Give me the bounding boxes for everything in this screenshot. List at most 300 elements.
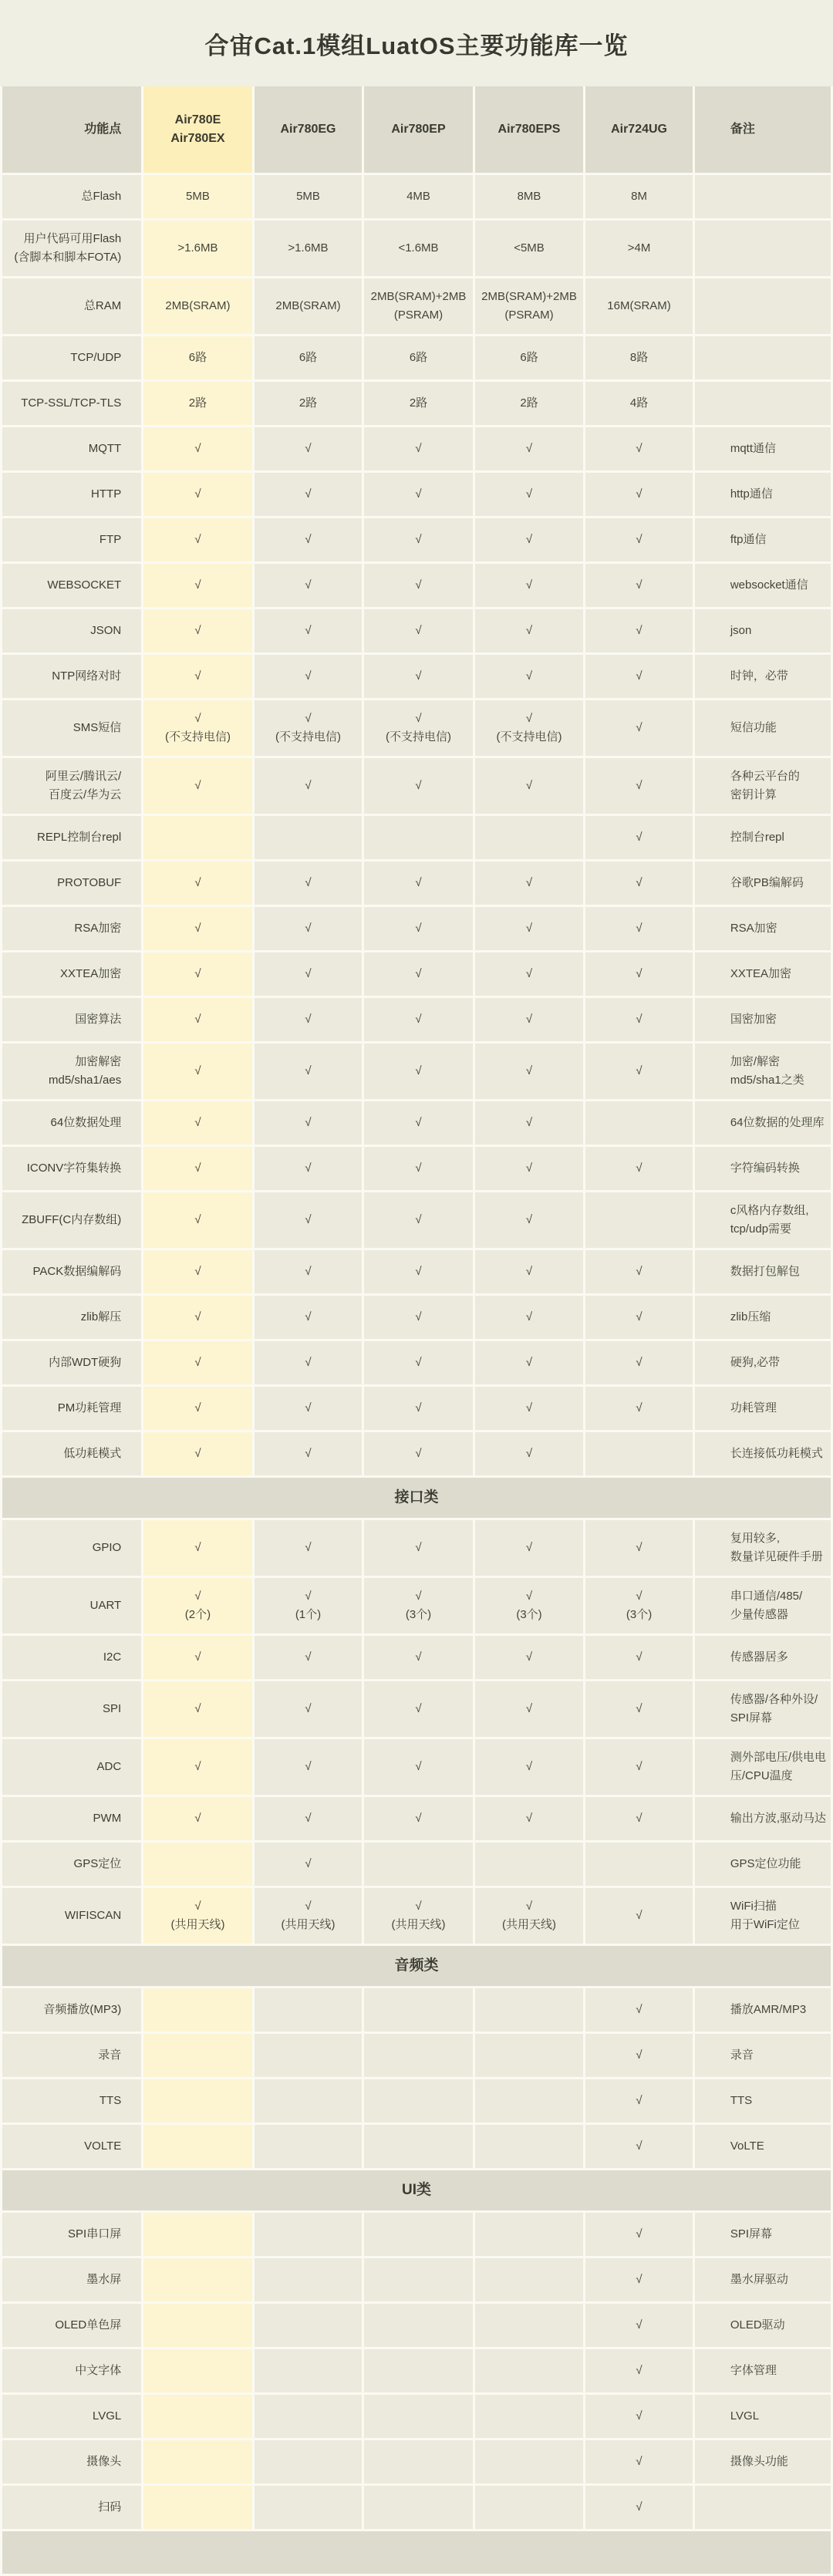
value-cell: √ (585, 2440, 693, 2483)
table-footer (2, 2531, 831, 2574)
value-cell: √ (585, 473, 693, 516)
page-title: 合宙Cat.1模组LuatOS主要功能库一览 (204, 32, 629, 59)
value-cell (364, 2304, 473, 2347)
feature-cell: ICONV字符集转换 (2, 1147, 141, 1190)
feature-cell: XXTEA加密 (2, 953, 141, 996)
remark-cell (695, 221, 831, 276)
value-cell: √ (364, 473, 473, 516)
value-cell (585, 1192, 693, 1248)
value-cell: √ (475, 1387, 584, 1430)
value-cell: √ (255, 1192, 363, 1248)
feature-cell: 内部WDT硬狗 (2, 1341, 141, 1384)
value-cell (255, 2486, 363, 2529)
feature-cell: PROTOBUF (2, 861, 141, 905)
value-cell: √ (585, 1387, 693, 1430)
remark-cell: 墨水屏驱动 (695, 2258, 831, 2301)
value-cell: √ (364, 1192, 473, 1248)
feature-cell: PWM (2, 1797, 141, 1840)
value-cell (255, 2213, 363, 2256)
value-cell: √ (475, 1341, 584, 1384)
value-cell (475, 2258, 584, 2301)
value-cell (364, 2034, 473, 2077)
remark-cell: GPS定位功能 (695, 1843, 831, 1886)
feature-cell: I2C (2, 1636, 141, 1679)
value-cell: √ (255, 518, 363, 561)
value-cell: √ (585, 2349, 693, 2392)
value-cell (585, 1432, 693, 1475)
feature-cell: PM功耗管理 (2, 1387, 141, 1430)
value-cell: √ (143, 1432, 252, 1475)
value-cell (143, 2486, 252, 2529)
value-cell: √ (585, 1341, 693, 1384)
value-cell: √ (143, 758, 252, 814)
value-cell (475, 1843, 584, 1886)
feature-cell: 64位数据处理 (2, 1101, 141, 1145)
feature-cell: 低功耗模式 (2, 1432, 141, 1475)
value-cell: √ (不支持电信) (143, 700, 252, 756)
value-cell: √ (255, 1520, 363, 1576)
feature-cell: SPI (2, 1681, 141, 1737)
value-cell (255, 2034, 363, 2077)
value-cell: √ (255, 1843, 363, 1886)
value-cell: √ (475, 609, 584, 652)
value-cell: √ (3个) (364, 1578, 473, 1634)
value-cell (255, 2258, 363, 2301)
feature-cell: 总Flash (2, 175, 141, 218)
value-cell (364, 1988, 473, 2031)
feature-cell: 墨水屏 (2, 2258, 141, 2301)
value-cell: √ (585, 427, 693, 470)
value-cell: √ (143, 1520, 252, 1576)
value-cell: √ (585, 1888, 693, 1944)
remark-cell: 硬狗,必带 (695, 1341, 831, 1384)
column-header-module: Air724UG (585, 86, 693, 173)
value-cell: √ (585, 609, 693, 652)
value-cell: √ (364, 1250, 473, 1293)
feature-cell: MQTT (2, 427, 141, 470)
feature-cell: 总RAM (2, 278, 141, 334)
value-cell (364, 2125, 473, 2168)
feature-cell: OLED单色屏 (2, 2304, 141, 2347)
value-cell: √ (475, 1192, 584, 1248)
feature-cell: WEBSOCKET (2, 564, 141, 607)
value-cell: √ (143, 1681, 252, 1737)
remark-cell: 64位数据的处理库 (695, 1101, 831, 1145)
value-cell: √ (255, 1147, 363, 1190)
value-cell: √ (585, 1147, 693, 1190)
remark-cell: OLED驱动 (695, 2304, 831, 2347)
feature-cell: 加密解密 md5/sha1/aes (2, 1044, 141, 1099)
value-cell: √ (143, 473, 252, 516)
value-cell: √ (585, 1250, 693, 1293)
value-cell (475, 2395, 584, 2438)
value-cell: √ (585, 1797, 693, 1840)
remark-cell: 控制台repl (695, 816, 831, 859)
value-cell (364, 2213, 473, 2256)
value-cell: √ (585, 907, 693, 950)
value-cell: √ (585, 2486, 693, 2529)
value-cell: √ (585, 953, 693, 996)
value-cell: √ (585, 998, 693, 1041)
value-cell: √ (585, 2079, 693, 2123)
value-cell: √ (143, 1341, 252, 1384)
value-cell: 4MB (364, 175, 473, 218)
title-bar (0, 0, 833, 86)
value-cell (255, 2125, 363, 2168)
remark-cell (695, 175, 831, 218)
value-cell: √ (475, 907, 584, 950)
feature-cell: VOLTE (2, 2125, 141, 2168)
value-cell (364, 816, 473, 859)
feature-cell: 录音 (2, 2034, 141, 2077)
value-cell: 2MB(SRAM) (255, 278, 363, 334)
value-cell: √ (585, 1044, 693, 1099)
column-header-module: Air780EG (255, 86, 363, 173)
value-cell: √ (255, 473, 363, 516)
value-cell: >1.6MB (143, 221, 252, 276)
value-cell (143, 2440, 252, 2483)
value-cell: √ (143, 998, 252, 1041)
remark-cell: 摄像头功能 (695, 2440, 831, 2483)
value-cell: √ (143, 861, 252, 905)
value-cell: √ (255, 998, 363, 1041)
value-cell: √ (143, 1296, 252, 1339)
feature-cell: SMS短信 (2, 700, 141, 756)
value-cell: √ (585, 2125, 693, 2168)
feature-cell: 国密算法 (2, 998, 141, 1041)
value-cell (143, 2079, 252, 2123)
value-cell: √ (585, 2034, 693, 2077)
value-cell: √ (364, 861, 473, 905)
feature-cell: 扫码 (2, 2486, 141, 2529)
value-cell: √ (255, 1101, 363, 1145)
remark-cell: c风格内存数组, tcp/udp需要 (695, 1192, 831, 1248)
feature-cell: TTS (2, 2079, 141, 2123)
value-cell: 2MB(SRAM) (143, 278, 252, 334)
value-cell (143, 816, 252, 859)
value-cell: √ (585, 1988, 693, 2031)
value-cell (255, 816, 363, 859)
feature-cell: FTP (2, 518, 141, 561)
value-cell: √ (364, 1432, 473, 1475)
feature-cell: SPI串口屏 (2, 2213, 141, 2256)
value-cell: √ (364, 1797, 473, 1840)
remark-cell: zlib压缩 (695, 1296, 831, 1339)
value-cell: √ (不支持电信) (364, 700, 473, 756)
value-cell: √ (143, 1387, 252, 1430)
value-cell: √ (255, 1432, 363, 1475)
value-cell (364, 2486, 473, 2529)
remark-cell: 输出方波,驱动马达 (695, 1797, 831, 1840)
value-cell (255, 2395, 363, 2438)
value-cell (143, 2304, 252, 2347)
feature-cell: ADC (2, 1739, 141, 1795)
value-cell: √ (1个) (255, 1578, 363, 1634)
feature-cell: 音频播放(MP3) (2, 1988, 141, 2031)
value-cell: √ (585, 564, 693, 607)
value-cell: √ (585, 758, 693, 814)
value-cell (475, 1988, 584, 2031)
feature-table (0, 86, 833, 2576)
value-cell: √ (475, 1681, 584, 1737)
value-cell: √ (585, 518, 693, 561)
remark-cell: 串口通信/485/ 少量传感器 (695, 1578, 831, 1634)
remark-cell (695, 278, 831, 334)
value-cell: <1.6MB (364, 221, 473, 276)
value-cell (364, 2440, 473, 2483)
value-cell: 2路 (475, 382, 584, 425)
value-cell: √ (143, 427, 252, 470)
remark-cell: 长连接低功耗模式 (695, 1432, 831, 1475)
feature-cell: PACK数据编解码 (2, 1250, 141, 1293)
value-cell: √ (475, 1250, 584, 1293)
feature-cell: TCP-SSL/TCP-TLS (2, 382, 141, 425)
value-cell: √ (585, 655, 693, 698)
remark-cell (695, 382, 831, 425)
value-cell (364, 1843, 473, 1886)
feature-cell: LVGL (2, 2395, 141, 2438)
value-cell: √ (585, 2258, 693, 2301)
value-cell: √ (不支持电信) (475, 700, 584, 756)
value-cell (364, 2349, 473, 2392)
remark-cell: 播放AMR/MP3 (695, 1988, 831, 2031)
value-cell: 6路 (255, 336, 363, 379)
value-cell (143, 2349, 252, 2392)
value-cell: √ (585, 1739, 693, 1795)
value-cell: √ (255, 1681, 363, 1737)
value-cell: √ (255, 1341, 363, 1384)
value-cell: √ (475, 1520, 584, 1576)
value-cell (475, 2213, 584, 2256)
value-cell (475, 2125, 584, 2168)
remark-cell: 测外部电压/供电电 压/CPU温度 (695, 1739, 831, 1795)
value-cell (475, 2486, 584, 2529)
value-cell: 6路 (475, 336, 584, 379)
column-header-feature: 功能点 (2, 86, 141, 173)
remark-cell (695, 2486, 831, 2529)
remark-cell: 录音 (695, 2034, 831, 2077)
value-cell: 2MB(SRAM)+2MB (PSRAM) (475, 278, 584, 334)
value-cell (364, 2395, 473, 2438)
value-cell: √ (364, 518, 473, 561)
remark-cell: ftp通信 (695, 518, 831, 561)
remark-cell: RSA加密 (695, 907, 831, 950)
feature-cell: 摄像头 (2, 2440, 141, 2483)
value-cell: √ (143, 1192, 252, 1248)
value-cell (585, 1843, 693, 1886)
value-cell (255, 2304, 363, 2347)
value-cell: √ (共用天线) (475, 1888, 584, 1944)
feature-cell: ZBUFF(C内存数组) (2, 1192, 141, 1248)
value-cell: √ (255, 861, 363, 905)
value-cell: √ (255, 564, 363, 607)
value-cell: √ (143, 1044, 252, 1099)
value-cell: √ (475, 564, 584, 607)
value-cell: √ (475, 1044, 584, 1099)
value-cell: √ (143, 1250, 252, 1293)
value-cell: √ (2个) (143, 1578, 252, 1634)
value-cell: √ (475, 861, 584, 905)
value-cell (475, 2349, 584, 2392)
value-cell: √ (364, 609, 473, 652)
remark-cell: 传感器居多 (695, 1636, 831, 1679)
value-cell: √ (364, 1296, 473, 1339)
value-cell: √ (364, 1044, 473, 1099)
value-cell (364, 2258, 473, 2301)
value-cell: √ (3个) (475, 1578, 584, 1634)
value-cell: √ (475, 758, 584, 814)
value-cell: 2MB(SRAM)+2MB (PSRAM) (364, 278, 473, 334)
value-cell (143, 2213, 252, 2256)
value-cell (364, 2079, 473, 2123)
value-cell: 2路 (143, 382, 252, 425)
value-cell (143, 2034, 252, 2077)
value-cell: √ (143, 655, 252, 698)
remark-cell: 短信功能 (695, 700, 831, 756)
value-cell: √ (475, 1147, 584, 1190)
value-cell: √ (143, 907, 252, 950)
feature-cell: zlib解压 (2, 1296, 141, 1339)
remark-cell: http通信 (695, 473, 831, 516)
remark-cell: 复用较多, 数量详见硬件手册 (695, 1520, 831, 1576)
feature-cell: 中文字体 (2, 2349, 141, 2392)
value-cell: √ (585, 1681, 693, 1737)
value-cell: √ (255, 609, 363, 652)
column-header-remark: 备注 (695, 86, 831, 173)
value-cell: 5MB (143, 175, 252, 218)
value-cell: √ (364, 1681, 473, 1737)
feature-cell: RSA加密 (2, 907, 141, 950)
value-cell (475, 2034, 584, 2077)
column-header-module: Air780EPS (475, 86, 584, 173)
remark-cell: LVGL (695, 2395, 831, 2438)
value-cell: 2路 (364, 382, 473, 425)
remark-cell (695, 336, 831, 379)
value-cell: √ (364, 1101, 473, 1145)
value-cell: √ (255, 907, 363, 950)
value-cell (255, 2349, 363, 2392)
value-cell: √ (3个) (585, 1578, 693, 1634)
value-cell: √ (585, 861, 693, 905)
remark-cell: XXTEA加密 (695, 953, 831, 996)
value-cell: √ (364, 655, 473, 698)
value-cell: √ (364, 427, 473, 470)
column-header-module: Air780EP (364, 86, 473, 173)
feature-cell: UART (2, 1578, 141, 1634)
remark-cell: 国密加密 (695, 998, 831, 1041)
value-cell (143, 1843, 252, 1886)
feature-cell: HTTP (2, 473, 141, 516)
feature-cell: WIFISCAN (2, 1888, 141, 1944)
remark-cell: 时钟，必带 (695, 655, 831, 698)
value-cell: √ (364, 758, 473, 814)
feature-cell: 用户代码可用Flash (含脚本和脚本FOTA) (2, 221, 141, 276)
value-cell: √ (255, 1296, 363, 1339)
remark-cell: 字符编码转换 (695, 1147, 831, 1190)
section-header: 接口类 (2, 1478, 831, 1518)
value-cell: √ (255, 1636, 363, 1679)
value-cell: √ (364, 953, 473, 996)
remark-cell: 传感器/各种外设/ SPI屏幕 (695, 1681, 831, 1737)
value-cell (475, 2079, 584, 2123)
value-cell: √ (585, 816, 693, 859)
value-cell: <5MB (475, 221, 584, 276)
value-cell: √ (255, 655, 363, 698)
value-cell: √ (585, 2395, 693, 2438)
value-cell (255, 1988, 363, 2031)
value-cell: √ (585, 1296, 693, 1339)
value-cell: √ (364, 1387, 473, 1430)
value-cell: √ (143, 564, 252, 607)
feature-cell: NTP网络对时 (2, 655, 141, 698)
value-cell: √ (143, 1739, 252, 1795)
value-cell: √ (364, 998, 473, 1041)
value-cell (475, 2440, 584, 2483)
remark-cell: mqtt通信 (695, 427, 831, 470)
value-cell: √ (共用天线) (364, 1888, 473, 1944)
value-cell: √ (475, 1739, 584, 1795)
feature-cell: REPL控制台repl (2, 816, 141, 859)
value-cell: 4路 (585, 382, 693, 425)
value-cell: √ (364, 1147, 473, 1190)
value-cell: √ (364, 1520, 473, 1576)
value-cell: 6路 (364, 336, 473, 379)
value-cell: √ (585, 1520, 693, 1576)
value-cell (143, 2395, 252, 2438)
value-cell: √ (255, 1044, 363, 1099)
remark-cell: 字体管理 (695, 2349, 831, 2392)
value-cell: √ (不支持电信) (255, 700, 363, 756)
value-cell: √ (585, 700, 693, 756)
value-cell: >4M (585, 221, 693, 276)
value-cell (585, 1101, 693, 1145)
value-cell: √ (255, 1250, 363, 1293)
value-cell: 2路 (255, 382, 363, 425)
value-cell: √ (475, 1797, 584, 1840)
value-cell: √ (255, 1739, 363, 1795)
value-cell: 8M (585, 175, 693, 218)
value-cell: √ (255, 953, 363, 996)
value-cell: √ (364, 1341, 473, 1384)
value-cell: √ (143, 609, 252, 652)
remark-cell: TTS (695, 2079, 831, 2123)
value-cell: √ (364, 907, 473, 950)
feature-cell: GPS定位 (2, 1843, 141, 1886)
value-cell: √ (475, 1432, 584, 1475)
value-cell: √ (475, 1101, 584, 1145)
value-cell (143, 2258, 252, 2301)
value-cell: 8路 (585, 336, 693, 379)
value-cell: √ (255, 1797, 363, 1840)
value-cell: √ (364, 564, 473, 607)
remark-cell: SPI屏幕 (695, 2213, 831, 2256)
value-cell: √ (143, 953, 252, 996)
value-cell: √ (143, 1147, 252, 1190)
value-cell: >1.6MB (255, 221, 363, 276)
value-cell (475, 816, 584, 859)
value-cell (143, 1988, 252, 2031)
value-cell: √ (475, 473, 584, 516)
value-cell: √ (共用天线) (143, 1888, 252, 1944)
feature-cell: JSON (2, 609, 141, 652)
value-cell: √ (364, 1739, 473, 1795)
value-cell: √ (143, 518, 252, 561)
value-cell: √ (475, 427, 584, 470)
value-cell (255, 2440, 363, 2483)
value-cell (255, 2079, 363, 2123)
value-cell: √ (475, 1636, 584, 1679)
remark-cell: WiFi扫描 用于WiFi定位 (695, 1888, 831, 1944)
